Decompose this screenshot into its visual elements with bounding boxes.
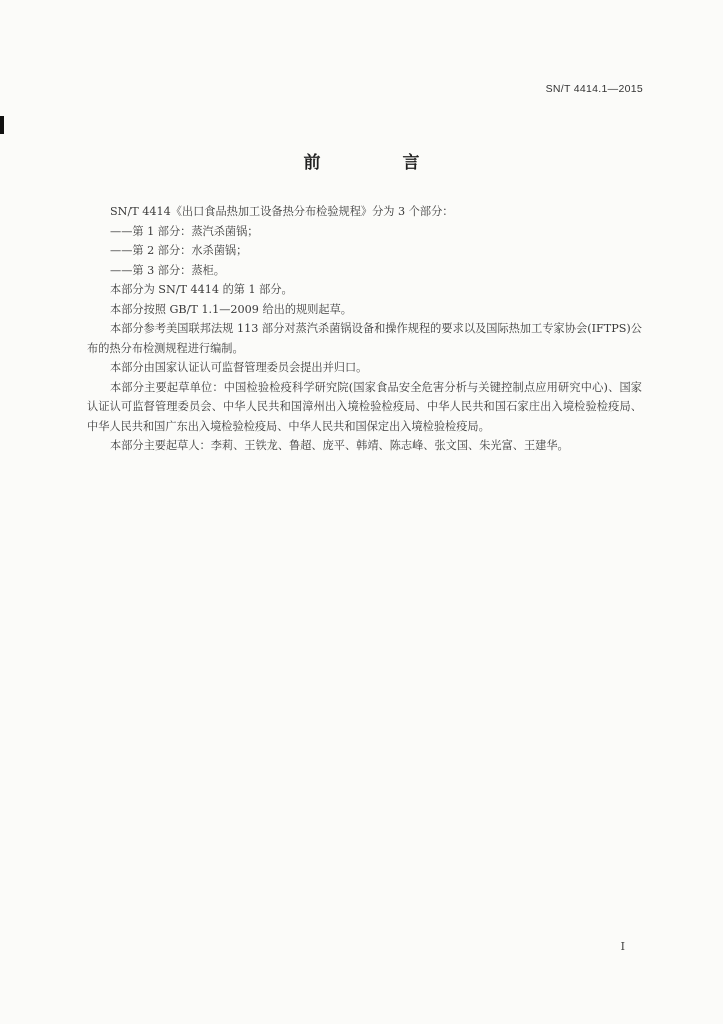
paragraph-references: 本部分参考美国联邦法规 113 部分对蒸汽杀菌锅设备和操作规程的要求以及国际热加工专家协会(IFTPS)公布的热分布检测规程进行编制。 <box>87 322 642 355</box>
page-title: 前 言 <box>303 153 458 173</box>
paragraph-part-3: ——第 3 部分：蒸柜。 <box>110 263 225 277</box>
paragraph-scope: 本部分为 SN/T 4414 的第 1 部分。 <box>110 283 293 296</box>
scan-edge-mark <box>0 116 4 134</box>
foreword-body <box>87 202 642 456</box>
paragraph-drafting-rules: 本部分按照 GB/T 1.1—2009 给出的规则起草。 <box>110 302 352 316</box>
paragraph-intro: SN/T 4414《出口食品热加工设备热分布检验规程》分为 3 个部分： <box>110 205 454 218</box>
page-number: I <box>620 940 625 953</box>
standard-code-header: SN/T 4414.1—2015 <box>545 83 643 95</box>
paragraph-part-1: ——第 1 部分：蒸汽杀菌锅； <box>110 224 259 238</box>
paragraph-drafters: 本部分主要起草人：李莉、王铁龙、鲁超、庞平、韩靖、陈志峰、张文国、朱光富、王建华。 <box>110 439 569 452</box>
paragraph-drafting-units: 本部分主要起草单位：中国检验检疫科学研究院(国家食品安全危害分析与关键控制点应用研究中心)、国家认证认可监督管理委员会、中华人民共和国漳州出入境检验检疫局、中华人民共和国石家庄出入境检验检疫局、中华人民共和国广东出入境检验检疫局、中华人民共和国保定出入境检验检疫局。 <box>87 380 642 433</box>
paragraph-part-2: ——第 2 部分：水杀菌锅； <box>110 244 248 257</box>
paragraph-proposer: 本部分由国家认证认可监督管理委员会提出并归口。 <box>110 361 368 374</box>
